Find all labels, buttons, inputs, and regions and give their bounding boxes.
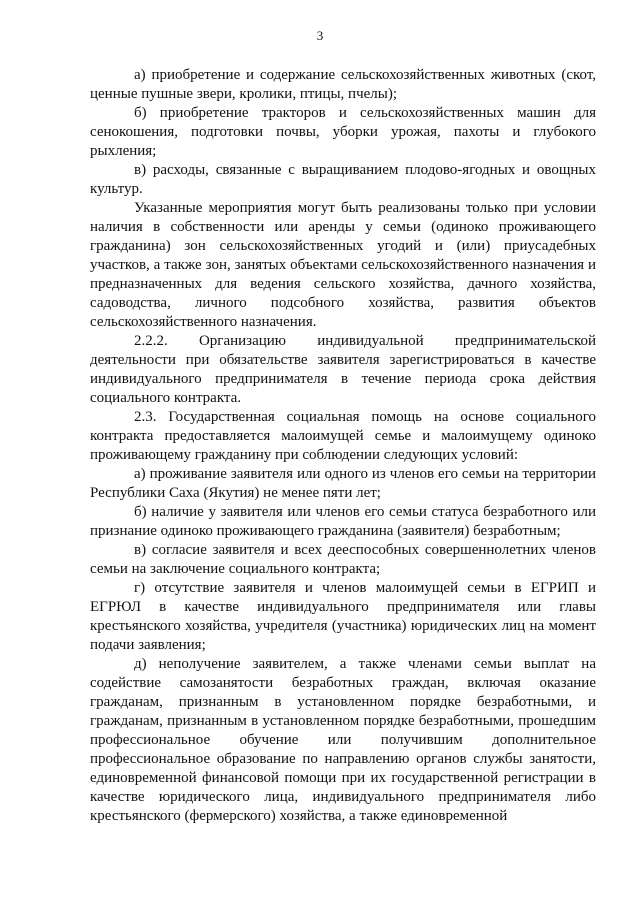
paragraph-1a-livestock: а) приобретение и содержание сельскохозяйственных животных (скот, ценные пушные звери, кролики, птицы, пчелы);: [90, 67, 596, 102]
paragraph-1b-machinery: б) приобретение тракторов и сельскохозяйственных машин для сенокошения, подготовки почвы, уборки урожая, пахоты и глубокого рыхления;: [90, 105, 596, 159]
paragraph-2d-registry: г) отсутствие заявителя и членов малоимущей семьи в ЕГРИП и ЕГРЮЛ в качестве индивидуального предпринимателя или главы крестьянского хозяйства, учредителя (участника) юридических лиц на момент подачи заявления;: [90, 580, 596, 653]
paragraph-2-2-2: 2.2.2. Организацию индивидуальной предпринимательской деятельности при обязательстве заявителя зарегистрироваться в качестве индивидуального предпринимателя в течение периода срока действия социального контракта.: [90, 333, 596, 406]
paragraph-2e-payments: д) неполучение заявителем, а также членами семьи выплат на содействие самозанятости безработных граждан, включая оказание гражданам, признанным в установленном порядке безработными, и гражданам, признанным в установленном порядке безработными, прошедшим профессиональное обучение или получившим дополнительное профессиональное образование по направлению органов службы занятости, единовременной финансовой помощи при их государственной регистрации в качестве юридического лица, индивидуального предпринимателя либо крестьянского (фермерского) хозяйства, а также единовременной: [90, 656, 596, 824]
paragraph-land-conditions: Указанные мероприятия могут быть реализованы только при условии наличия в собственности или аренды у семьи (одиноко проживающего гражданина) зон сельскохозяйственных угодий и (или) приусадебных участков, а также зон, занятых объектами сельскохозяйственного назначения и предназначенных для ведения сельского хозяйства, дачного хозяйства, садоводства, личного подсобного хозяйства, развития объектов сельскохозяйственного назначения.: [90, 200, 596, 330]
paragraph-2-3: 2.3. Государственная социальная помощь на основе социального контракта предоставляется малоимущей семье и малоимущему одиноко проживающему гражданину при соблюдении следующих условий:: [90, 409, 596, 463]
paragraph-1c-crops: в) расходы, связанные с выращиванием плодово-ягодных и овощных культур.: [90, 162, 596, 197]
document-body: [90, 66, 596, 826]
paragraph-2a-residence: а) проживание заявителя или одного из членов его семьи на территории Республики Саха (Якутия) не менее пяти лет;: [90, 466, 596, 501]
page-number: 3: [316, 28, 324, 43]
paragraph-2c-consent: в) согласие заявителя и всех дееспособных совершеннолетних членов семьи на заключение социального контракта;: [90, 542, 596, 577]
paragraph-2b-unemployed: б) наличие у заявителя или членов его семьи статуса безработного или признание одиноко проживающего гражданина (заявителя) безработным;: [90, 504, 596, 539]
